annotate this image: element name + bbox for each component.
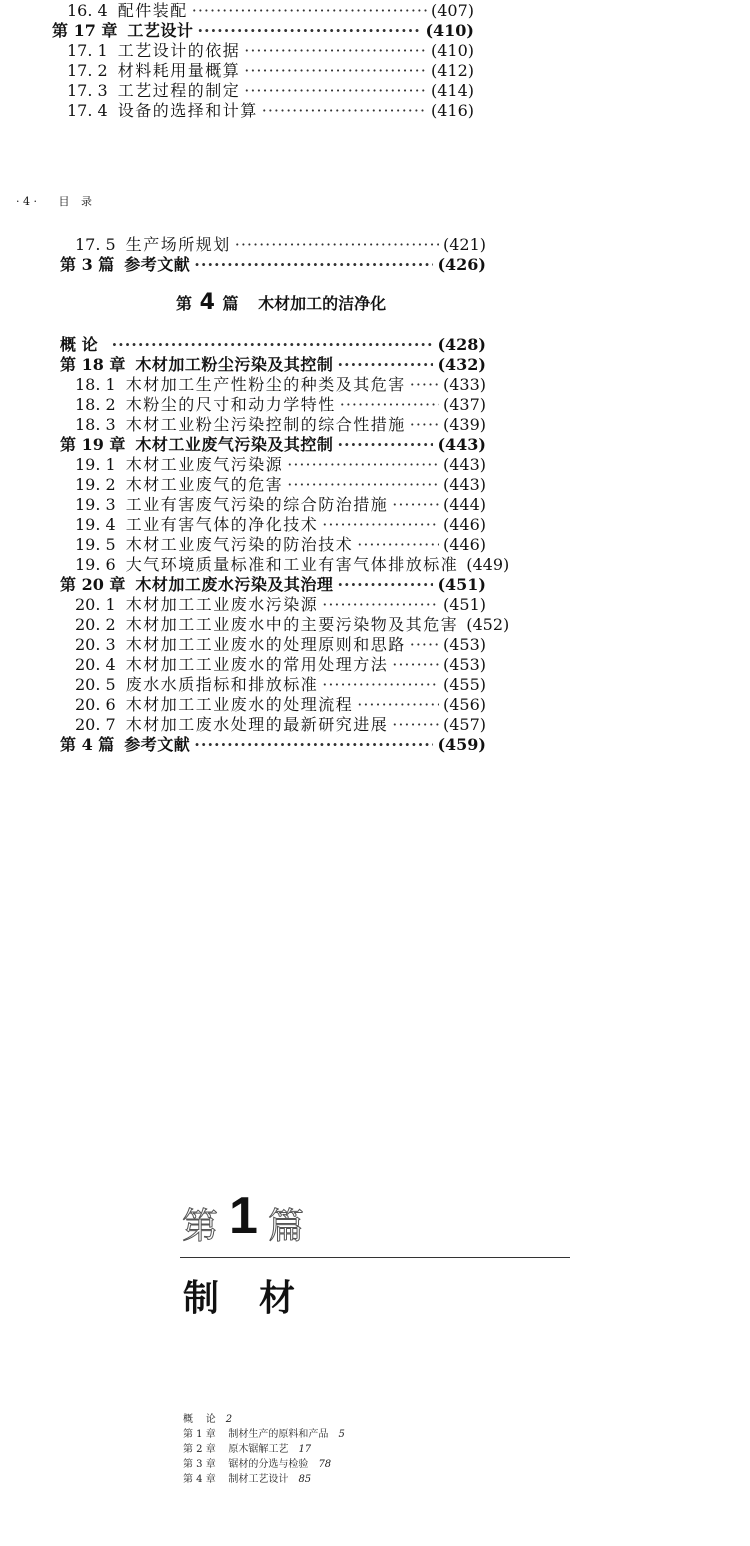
part4-heading-num: 4: [199, 290, 215, 315]
toc-entry-title: 工业有害废气污染的综合防治措施: [125, 495, 389, 514]
part1-contents-page: 78: [318, 1459, 332, 1470]
toc-entry-page: (451): [442, 595, 486, 614]
part4-heading-title: 木材加工的洁净化: [258, 294, 387, 313]
dot-leader: [194, 735, 433, 754]
toc-entry-title: 木材加工废水污染及其治理: [135, 575, 334, 594]
toc-entry-title: 木材加工废水处理的最新研究进展: [125, 715, 389, 734]
toc-entry-page: (444): [442, 495, 486, 514]
toc-entry-title: 木材加工工业废水污染源: [125, 595, 319, 614]
part1-contents-item: [183, 1425, 345, 1440]
part1-contents-label: 第 3 章 锯材的分选与检验: [183, 1459, 309, 1470]
toc-entry-page: (453): [442, 655, 486, 674]
toc-entry-page: (414): [430, 81, 474, 100]
toc-entry-page: (433): [442, 375, 486, 394]
toc-entry: [75, 632, 486, 654]
part1-contents-label: 第 4 章 制材工艺设计: [183, 1474, 289, 1485]
toc-entry: [75, 472, 486, 494]
toc-entry-page: (459): [437, 735, 486, 754]
toc-entry: [75, 672, 486, 694]
toc-entry-title: 木材工业废气污染源: [125, 455, 284, 474]
toc-entry: [60, 332, 486, 354]
toc-entry-title: 废水水质指标和排放标准: [125, 675, 319, 694]
toc-entry-number: 17. 4: [67, 101, 108, 120]
running-head: [16, 193, 96, 209]
part1-contents-label: 第 2 章 原木锯解工艺: [183, 1444, 289, 1455]
part1-contents-label: 概 论: [183, 1414, 216, 1425]
toc-entry-title: 配件装配: [117, 1, 188, 20]
toc-entry-number: 概 论: [60, 335, 98, 354]
toc-entry-page: (456): [442, 695, 486, 714]
toc-entry-title: 工艺设计: [127, 21, 194, 40]
toc-entry-title: 材料耗用量概算: [117, 61, 241, 80]
toc-entry-title: 木材工业粉尘污染控制的综合性措施: [125, 415, 406, 434]
toc-entry: [75, 412, 486, 434]
toc-entry-number: 17. 5: [75, 235, 116, 254]
running-head-label: 目 录: [58, 195, 96, 208]
toc-entry-number: 20. 1: [75, 595, 116, 614]
toc-entry-number: 20. 3: [75, 635, 116, 654]
toc-entry-number: 19. 5: [75, 535, 116, 554]
part1-number: 1: [229, 1187, 258, 1245]
dot-leader: [194, 255, 433, 274]
part1-contents-page: 17: [298, 1444, 312, 1455]
part1-contents-item: [183, 1440, 311, 1455]
toc-entry: [75, 392, 486, 414]
toc-entry-title: 工业有害气体的净化技术: [125, 515, 319, 534]
toc-entry-title: 参考文献: [124, 255, 191, 274]
toc-entry-page: (416): [430, 101, 474, 120]
part4-heading-suffix: 篇: [222, 294, 239, 313]
toc-entry-title: 木材工业废气的危害: [125, 475, 284, 494]
part1-contents-page: 5: [338, 1429, 345, 1440]
part1-prefix: 第: [182, 1205, 219, 1246]
toc-entry: [75, 612, 510, 634]
toc-entry-title: 大气环境质量标准和工业有害气体排放标准: [125, 555, 459, 574]
toc-entry-title: 木材加工工业废水的处理流程: [125, 695, 354, 714]
toc-entry-number: 第 20 章: [60, 575, 126, 594]
toc-entry-title: 设备的选择和计算: [117, 101, 258, 120]
toc-entry-title: 木材加工工业废水的处理原则和思路: [125, 635, 406, 654]
toc-entry-number: 18. 2: [75, 395, 116, 414]
toc-entry: [75, 452, 486, 474]
toc-entry-page: (443): [442, 455, 486, 474]
part1-title: 制 材: [183, 1277, 296, 1318]
toc-entry-number: 20. 5: [75, 675, 116, 694]
toc-entry: [67, 98, 474, 120]
toc-entry-page: (452): [466, 615, 510, 634]
toc-entry: [52, 18, 474, 40]
part1-contents-page: 85: [298, 1474, 312, 1485]
toc-entry-page: (421): [442, 235, 486, 254]
page-number-mark: · 4 ·: [16, 195, 37, 208]
toc-entry: [67, 78, 474, 100]
toc-entry-title: 木粉尘的尺寸和动力学特性: [125, 395, 336, 414]
toc-entry-number: 19. 6: [75, 555, 116, 574]
toc-entry: [75, 592, 486, 614]
toc-entry: [75, 512, 486, 534]
toc-entry-page: (410): [425, 21, 474, 40]
toc-entry: [67, 58, 474, 80]
toc-entry-page: (457): [442, 715, 486, 734]
toc-entry-page: (451): [437, 575, 486, 594]
toc-entry-title: 木材加工粉尘污染及其控制: [135, 355, 334, 374]
part1-rule: [180, 1257, 570, 1258]
toc-entry: [75, 652, 486, 674]
toc-entry-page: (410): [430, 41, 474, 60]
toc-entry-number: 第 19 章: [60, 435, 126, 454]
toc-entry-number: 第 4 篇: [60, 735, 115, 754]
toc-entry: [75, 532, 486, 554]
toc-entry: [75, 692, 486, 714]
part1-contents-label: 第 1 章 制材生产的原料和产品: [183, 1429, 329, 1440]
toc-entry-number: 20. 6: [75, 695, 116, 714]
toc-entry-page: (446): [442, 535, 486, 554]
toc-entry-page: (449): [466, 555, 510, 574]
toc-entry-page: (428): [437, 335, 486, 354]
toc-entry-title: 木材加工生产性粉尘的种类及其危害: [125, 375, 406, 394]
toc-entry-title: 工艺设计的依据: [117, 41, 241, 60]
toc-entry-number: 第 3 篇: [60, 255, 115, 274]
toc-entry-page: (432): [437, 355, 486, 374]
toc-entry-page: (407): [430, 1, 474, 20]
toc-entry-page: (443): [442, 475, 486, 494]
toc-entry-title: 参考文献: [124, 735, 191, 754]
toc-entry-title: 工艺过程的制定: [117, 81, 241, 100]
toc-entry: [67, 38, 474, 60]
part4-heading-prefix: 第: [176, 294, 193, 313]
toc-entry-number: 19. 1: [75, 455, 116, 474]
toc-entry-page: (446): [442, 515, 486, 534]
toc-entry-number: 16. 4: [67, 1, 108, 20]
toc-entry-page: (426): [437, 255, 486, 274]
toc-entry-page: (439): [442, 415, 486, 434]
part4-heading: [176, 290, 386, 315]
part1-contents-page: 2: [225, 1414, 233, 1425]
toc-entry-number: 19. 3: [75, 495, 116, 514]
toc-entry-title: 木材加工工业废水的常用处理方法: [125, 655, 389, 674]
toc-entry-number: 17. 1: [67, 41, 108, 60]
toc-entry-number: 19. 2: [75, 475, 116, 494]
toc-entry-number: 17. 2: [67, 61, 108, 80]
toc-entry: [75, 552, 510, 574]
toc-entry-page: (412): [430, 61, 474, 80]
toc-entry-number: 20. 2: [75, 615, 116, 634]
part1-contents-item: [183, 1410, 232, 1425]
toc-entry-number: 17. 3: [67, 81, 108, 100]
toc-entry-page: (443): [437, 435, 486, 454]
toc-entry-number: 20. 7: [75, 715, 116, 734]
dot-leader: [262, 101, 427, 120]
toc-entry: [75, 492, 486, 514]
toc-entry: [75, 712, 486, 734]
toc-entry: [60, 432, 486, 454]
toc-entry-number: 第 18 章: [60, 355, 126, 374]
toc-entry-number: 19. 4: [75, 515, 116, 534]
toc-entry-number: 第 17 章: [52, 21, 118, 40]
toc-entry: [75, 232, 486, 254]
toc-entry: [67, 0, 474, 20]
part1-suffix: 篇: [268, 1205, 305, 1246]
toc-entry-page: (455): [442, 675, 486, 694]
toc-entry-title: 木材工业废气污染的防治技术: [125, 535, 354, 554]
toc-entry: [60, 572, 486, 594]
part1-contents-item: [183, 1470, 311, 1485]
toc-entry: [60, 732, 486, 754]
toc-entry-title: 木材工业废气污染及其控制: [135, 435, 334, 454]
toc-entry: [60, 352, 486, 374]
toc-entry-title: 木材加工工业废水中的主要污染物及其危害: [125, 615, 459, 634]
toc-entry-title: 生产场所规划: [125, 235, 231, 254]
part1-contents-item: [183, 1455, 331, 1470]
toc-entry-number: 18. 3: [75, 415, 116, 434]
toc-entry: [75, 372, 486, 394]
toc-entry-number: 18. 1: [75, 375, 116, 394]
toc-entry: [60, 252, 486, 274]
toc-entry-page: (453): [442, 635, 486, 654]
toc-entry-page: (437): [442, 395, 486, 414]
toc-entry-number: 20. 4: [75, 655, 116, 674]
